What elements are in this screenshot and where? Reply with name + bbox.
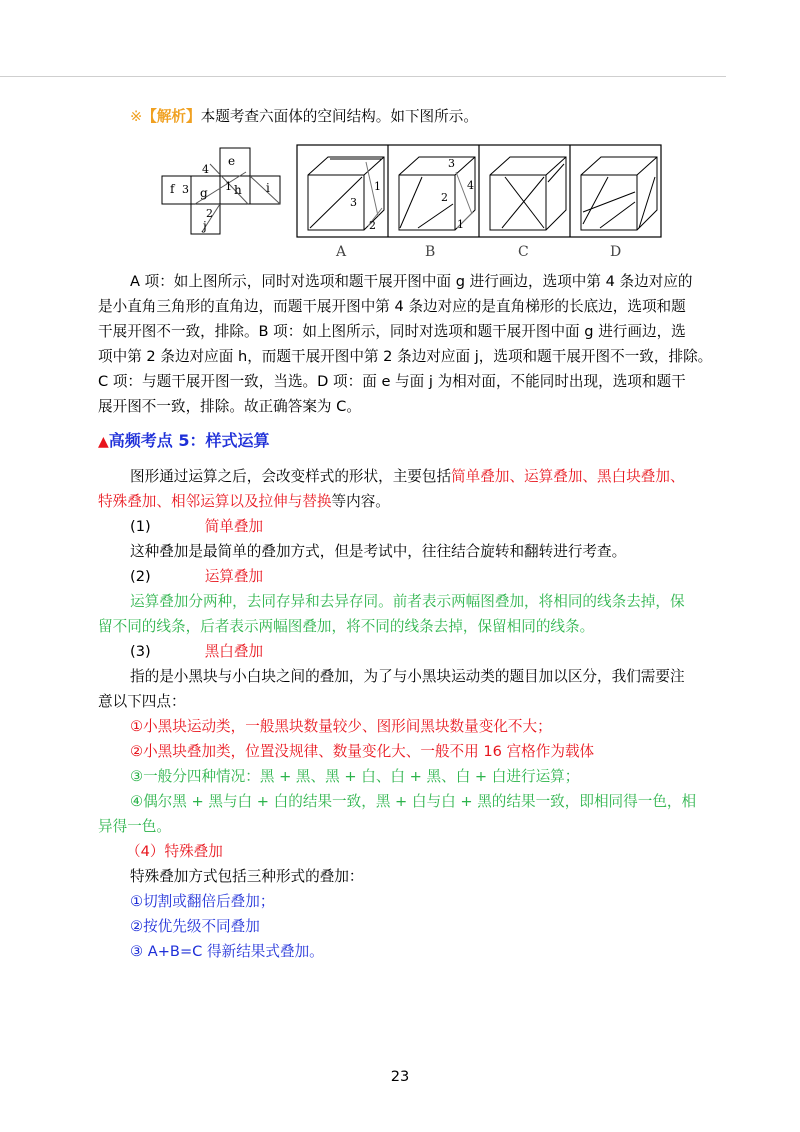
cube-b-num-4: 4 bbox=[467, 179, 474, 192]
reference-mark: ※ bbox=[130, 108, 143, 125]
item-2-desc: 留不同的线条，后者表示两幅图叠加，将不同的线条去掉，保留相同的线条。 bbox=[98, 618, 595, 635]
item-4-desc: 特殊叠加方式包括三种形式的叠加： bbox=[130, 868, 364, 885]
subpoint-3: ③ A+B=C 得新结果式叠加。 bbox=[130, 943, 324, 960]
analysis-tag: 【解析】 bbox=[142, 108, 201, 125]
net-label-4: 4 bbox=[202, 163, 209, 176]
item-title: 黑白叠加 bbox=[204, 643, 264, 660]
item-number: (2) bbox=[130, 568, 151, 585]
point-4: ④偶尔黑 + 黑与白 + 白的结果一致，黑 + 白与白 + 黑的结果一致，即相同得一色，相 bbox=[130, 793, 697, 810]
net-label-j: j bbox=[203, 219, 207, 233]
section-title: 高频考点 5：样式运算 bbox=[108, 431, 270, 450]
subpoint-1: ①切割或翻倍后叠加； bbox=[130, 893, 275, 910]
intro-text: 等内容。 bbox=[331, 493, 390, 510]
item-number: (1) bbox=[130, 518, 151, 535]
cube-a-num-1: 1 bbox=[374, 180, 381, 193]
item-3-heading bbox=[130, 642, 263, 662]
para1-line: 干展开图不一致，排除。B 项：如上图所示，同时对选项和题干展开图中面 g 进行画边，选 bbox=[98, 323, 686, 340]
net-label-f: f bbox=[170, 182, 175, 196]
intro-line-1 bbox=[130, 467, 685, 487]
net-label-1: 1 bbox=[225, 180, 232, 193]
item-4-heading: （4）特殊叠加 bbox=[126, 843, 223, 860]
option-label-a: A bbox=[336, 244, 347, 260]
item-2-desc: 运算叠加分两种，去同存异和去异存同。前者表示两幅图叠加，将相同的线条去掉，保 bbox=[130, 593, 685, 610]
item-3-desc: 指的是小黑块与小白块之间的叠加，为了与小黑块运动类的题目加以区分，我们需要注 bbox=[130, 668, 685, 685]
item-title: 简单叠加 bbox=[204, 518, 264, 535]
option-label-c: C bbox=[518, 244, 529, 260]
item-1-desc: 这种叠加是最简单的叠加方式，但是考试中，往往结合旋转和翻转进行考查。 bbox=[130, 543, 627, 560]
net-label-g: g bbox=[200, 186, 208, 200]
para1-line: 是小直角三角形的直角边，而题干展开图中第 4 条边对应的是直角梯形的长底边，选项和题 bbox=[98, 298, 686, 315]
analysis-line bbox=[130, 107, 478, 127]
item-3-desc: 意以下四点： bbox=[98, 693, 186, 710]
net-middle-row bbox=[162, 176, 280, 204]
cube-a-num-3: 3 bbox=[350, 196, 357, 209]
section-marker: ▲ bbox=[98, 434, 109, 450]
option-label-d: D bbox=[610, 244, 622, 260]
point-2: ②小黑块叠加类，位置没规律、数量变化大、一般不用 16 宫格作为载体 bbox=[130, 743, 595, 760]
para1-line: C 项：与题干展开图一致，当选。D 项：面 e 与面 j 为相对面，不能同时出现，选项和题干 bbox=[98, 373, 686, 390]
item-2-heading bbox=[130, 567, 263, 587]
cube-c bbox=[490, 157, 566, 230]
header-rule bbox=[0, 76, 726, 77]
cube-d bbox=[581, 157, 657, 230]
para1-line: 项中第 2 条边对应面 h，而题干展开图中第 2 条边对应面 j，选项和题干展开图不一致，排除。 bbox=[98, 348, 713, 365]
cube-b-num-2: 2 bbox=[441, 191, 448, 204]
intro-line-2 bbox=[98, 492, 390, 512]
cube-b-num-3: 3 bbox=[448, 157, 455, 170]
net-label-3: 3 bbox=[182, 183, 189, 196]
para1-line: 展开图不一致，排除。故正确答案为 C。 bbox=[98, 398, 361, 415]
point-4: 异得一色。 bbox=[98, 818, 171, 835]
net-label-i: i bbox=[266, 181, 270, 195]
intro-highlight: 简单叠加、运算叠加、黑白块叠加、 bbox=[451, 468, 685, 485]
item-1-heading bbox=[130, 517, 263, 537]
point-1: ①小黑块运动类，一般黑块数量较少、图形间黑块数量变化不大； bbox=[130, 718, 552, 735]
net-label-h: h bbox=[234, 183, 242, 197]
cube-b-num-1: 1 bbox=[457, 218, 464, 231]
subpoint-2: ②按优先级不同叠加 bbox=[130, 918, 260, 935]
net-label-2: 2 bbox=[206, 207, 213, 220]
cube-figure bbox=[160, 142, 670, 260]
net-label-e: e bbox=[228, 154, 236, 168]
para1-line: A 项：如上图所示，同时对选项和题干展开图中面 g 进行画边，选项中第 4 条边对应的 bbox=[130, 273, 693, 290]
section-heading bbox=[98, 430, 270, 453]
analysis-text: 本题考查六面体的空间结构。如下图所示。 bbox=[200, 108, 478, 125]
page-number: 23 bbox=[390, 1068, 410, 1085]
item-number: (3) bbox=[130, 643, 151, 660]
cube-a-num-2: 2 bbox=[369, 219, 376, 232]
intro-text: 图形通过运算之后，会改变样式的形状，主要包括 bbox=[130, 468, 452, 485]
intro-highlight: 特殊叠加、相邻运算以及拉伸与替换 bbox=[98, 493, 332, 510]
cube-figure-svg bbox=[160, 142, 670, 260]
point-3: ③一般分四种情况：黑 + 黑、黑 + 白、白 + 黑、白 + 白进行运算； bbox=[130, 768, 580, 785]
option-label-b: B bbox=[425, 244, 436, 260]
item-title: 运算叠加 bbox=[204, 568, 264, 585]
